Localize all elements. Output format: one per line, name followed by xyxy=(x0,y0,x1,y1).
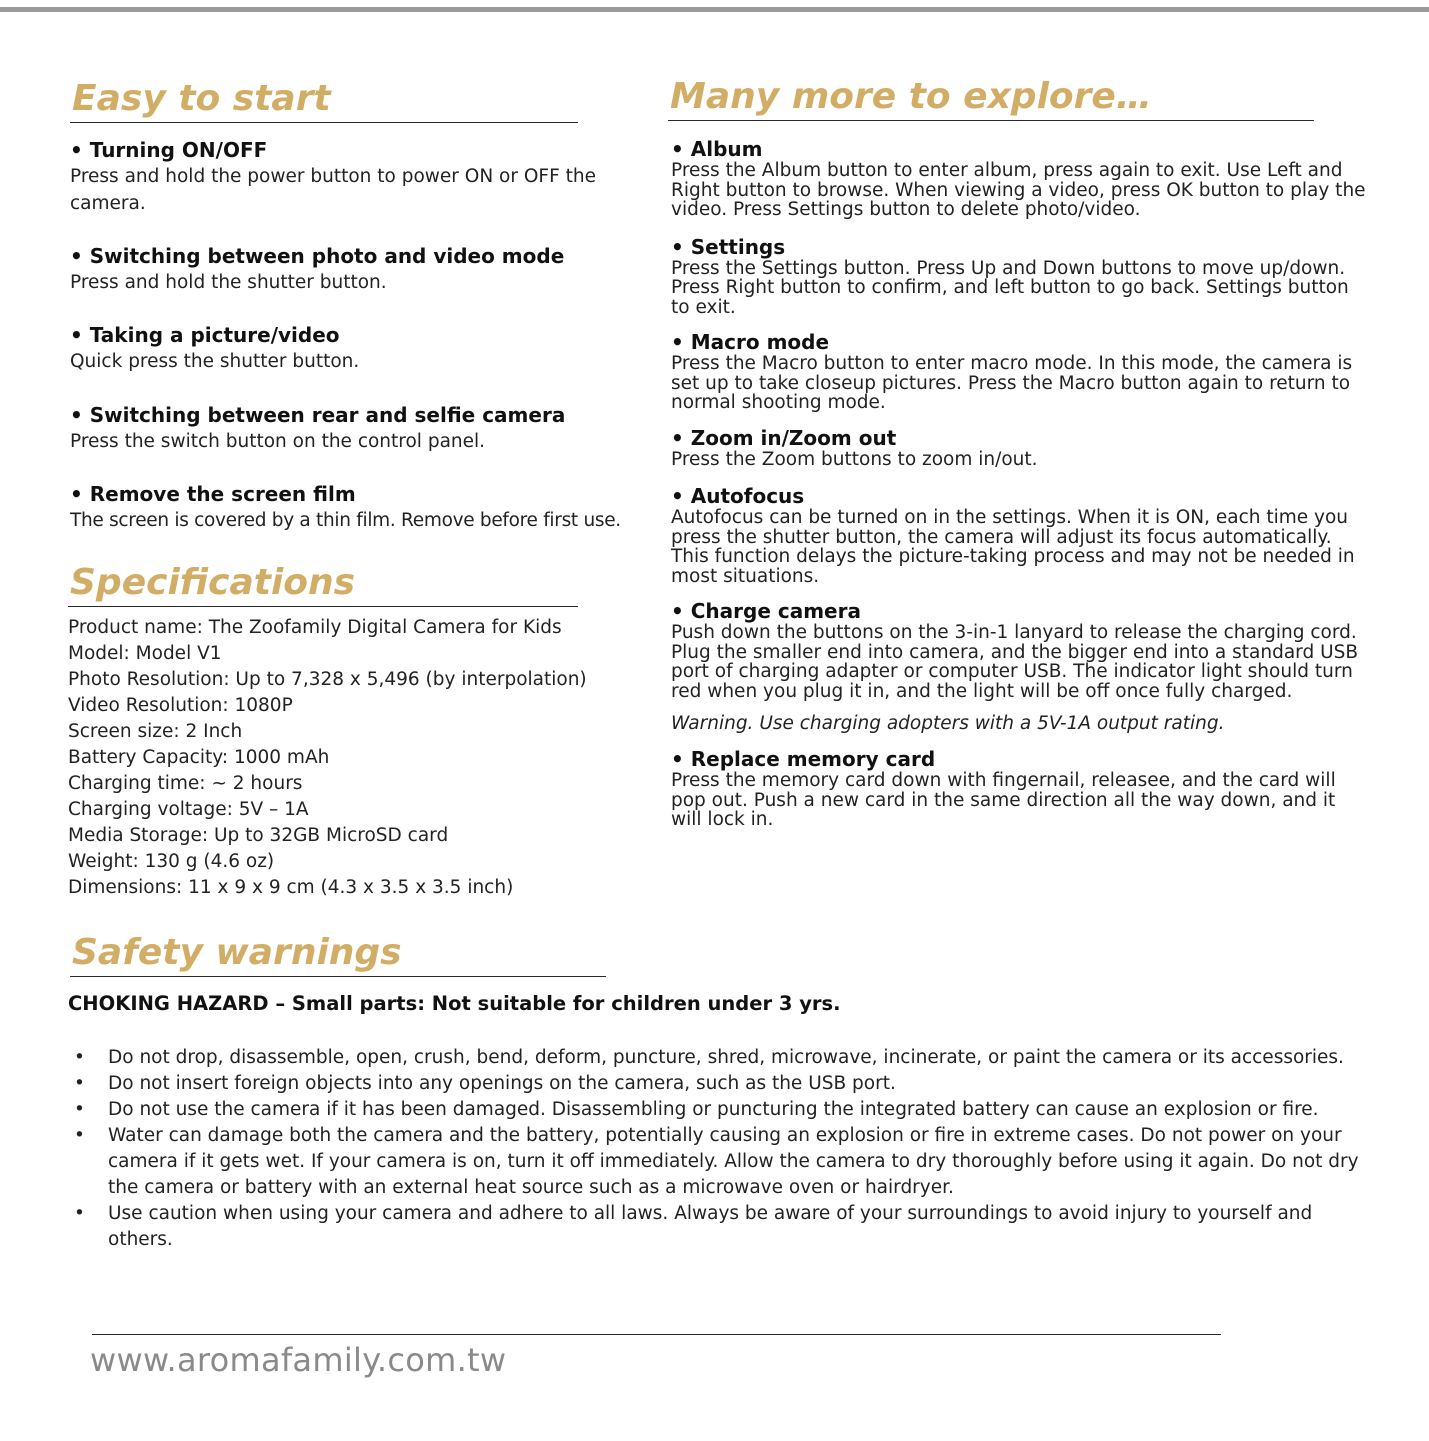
item-text: Autofocus can be turned on in the settings. When it is ON, each time you press the shutter button, the camera will adjust its focus automatically. This function delays the picture-taking process and may not be needed in most situations. xyxy=(671,507,1355,587)
warning-text: Do not use the camera if it has been damaged. Disassembling or puncturing the integrated battery can cause an explosion or fire. xyxy=(108,1099,1319,1120)
item-text: Quick press the shutter button. xyxy=(70,351,360,372)
bullet: • xyxy=(74,1203,85,1224)
footer-divider xyxy=(92,1334,1221,1335)
item-title: • Zoom in/Zoom out xyxy=(671,425,897,450)
item-title: • Replace memory card xyxy=(671,747,936,771)
warning-text: Water can damage both the camera and the battery, potentially causing an explosion or fire in extreme cases. Do not power on your camera if it gets wet. If your camera is on, turn it off immediately. Allow the camera to dry thoroughly before using it again. Do not dry the camera or battery with an external heat source such as a microwave oven or hairdryer. xyxy=(108,1125,1359,1198)
choking-hazard-text: CHOKING HAZARD – Small parts: Not suitable for children under 3 yrs. xyxy=(68,992,841,1015)
list-item xyxy=(671,747,1368,830)
list-item xyxy=(671,484,1368,586)
item-text: Press and hold the power button to power ON or OFF the camera. xyxy=(70,166,596,214)
list-item xyxy=(68,1201,1378,1253)
item-title: • Taking a picture/video xyxy=(70,323,340,347)
warning-text: Do not insert foreign objects into any openings on the camera, such as the USB port. xyxy=(108,1073,896,1094)
specifications-list xyxy=(68,615,660,901)
left-column xyxy=(70,76,660,901)
item-title: • Album xyxy=(671,137,763,161)
item-title: • Settings xyxy=(671,234,786,259)
item-text: Press and hold the shutter button. xyxy=(70,272,387,293)
explore-title: Many more to explore… xyxy=(668,74,1314,121)
spec-line: Video Resolution: 1080P xyxy=(68,695,293,716)
item-title: • Turning ON/OFF xyxy=(70,138,268,162)
right-column xyxy=(668,74,1368,830)
spec-line: Photo Resolution: Up to 7,328 x 5,496 (by interpolation) xyxy=(68,669,587,690)
top-divider-bar xyxy=(0,7,1429,12)
list-item xyxy=(70,137,660,217)
specifications-title: Specifications xyxy=(68,560,578,607)
item-text: The screen is covered by a thin film. Remove before first use. xyxy=(70,510,621,531)
spec-line: Battery Capacity: 1000 mAh xyxy=(68,747,330,768)
list-item xyxy=(671,330,1368,413)
item-title: • Remove the screen film xyxy=(70,482,356,506)
bullet: • xyxy=(74,1099,85,1120)
list-item xyxy=(70,243,660,296)
spec-line: Charging voltage: 5V – 1A xyxy=(68,799,309,820)
spec-line: Charging time: ~ 2 hours xyxy=(68,773,303,794)
item-text: Press the Settings button. Press Up and Down buttons to move up/down. Press Right button to confirm, and left button to go back. Settings button to exit. xyxy=(671,257,1349,318)
charging-warning: Warning. Use charging adopters with a 5V-1A output rating. xyxy=(671,713,1225,734)
spec-line: Media Storage: Up to 32GB MicroSD card xyxy=(68,825,449,846)
bullet: • xyxy=(74,1047,85,1068)
easy-start-title: Easy to start xyxy=(70,76,578,123)
safety-list xyxy=(68,1045,1378,1253)
item-text: Press the memory card down with fingernail, releasee, and the card will pop out. Push a new card in the same direction all the way down, and it will lock in. xyxy=(671,770,1336,830)
list-item xyxy=(70,402,660,455)
spec-line: Model: Model V1 xyxy=(68,643,222,664)
safety-section xyxy=(68,930,1378,1253)
list-item xyxy=(70,481,660,534)
list-item xyxy=(68,1045,1378,1071)
spec-line: Product name: The Zoofamily Digital Camera for Kids xyxy=(68,617,562,638)
item-title: • Switching between photo and video mode xyxy=(70,244,565,268)
footer-url[interactable]: www.aromafamily.com.tw xyxy=(90,1341,507,1379)
spec-line: Screen size: 2 Inch xyxy=(68,721,243,742)
item-text: Press the Macro button to enter macro mode. In this mode, the camera is set up to take closeup pictures. Press the Macro button again to return to normal shooting mode. xyxy=(671,353,1353,413)
easy-start-list xyxy=(70,137,660,534)
item-text: Press the Zoom buttons to zoom in/out. xyxy=(671,448,1038,470)
bullet: • xyxy=(74,1073,85,1094)
safety-title: Safety warnings xyxy=(70,930,606,977)
warning-text: Do not drop, disassemble, open, crush, bend, deform, puncture, shred, microwave, incinerate, or paint the camera or its accessories. xyxy=(108,1047,1344,1068)
item-title: • Charge camera xyxy=(671,599,861,623)
item-text: Push down the buttons on the 3-in-1 lanyard to release the charging cord. Plug the smaller end into camera, and the bigger end into a standard USB port of charging adapter or computer USB. The indicator light should turn red when you plug it in, and the light will be off once fully charged. xyxy=(671,622,1359,702)
item-title: • Macro mode xyxy=(671,330,830,354)
spec-line: Weight: 130 g (4.6 oz) xyxy=(68,851,275,872)
item-text: Press the Album button to enter album, press again to exit. Use Left and Right button to browse. When viewing a video, press OK button to play the video. Press Settings button to delete photo/video. xyxy=(671,160,1366,220)
spec-line: Dimensions: 11 x 9 x 9 cm (4.3 x 3.5 x 3.5 inch) xyxy=(68,877,514,898)
list-item xyxy=(68,1071,1378,1097)
list-item xyxy=(68,1097,1378,1123)
list-item xyxy=(671,235,1368,318)
explore-list xyxy=(668,137,1368,830)
bullet: • xyxy=(74,1125,85,1146)
list-item xyxy=(68,1123,1378,1201)
list-item xyxy=(671,426,1368,470)
list-item xyxy=(70,322,660,375)
item-title: • Autofocus xyxy=(671,484,805,508)
list-item xyxy=(671,137,1368,220)
item-text: Press the switch button on the control panel. xyxy=(70,431,486,452)
item-title: • Switching between rear and selfie camera xyxy=(70,403,566,427)
warning-text: Use caution when using your camera and adhere to all laws. Always be aware of your surroundings to avoid injury to yourself and others. xyxy=(108,1203,1313,1250)
list-item xyxy=(671,599,1368,701)
